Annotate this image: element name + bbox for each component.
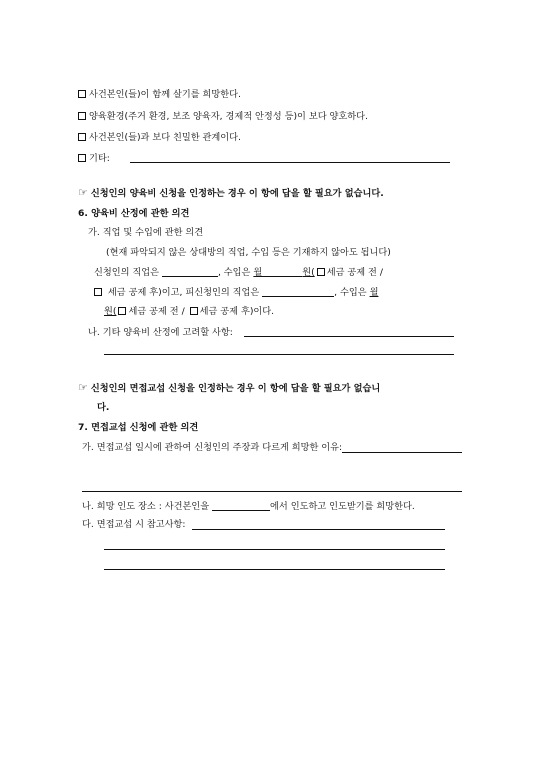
income-line-2 [94,286,378,299]
checkbox-after-tax-2[interactable] [190,307,198,315]
notice-child-support [78,186,384,200]
notice-visitation [78,381,380,395]
checkbox-before-tax-2[interactable] [118,307,126,315]
income-line-3 [104,305,274,318]
checkbox[interactable] [78,90,86,98]
option-label: 사건본인(들)이 함께 살기를 희망한다. [89,89,241,100]
won-label: 원( [302,267,315,278]
pointing-hand-icon: ☞ [78,381,88,394]
option-environment[interactable] [78,110,368,123]
respondent-job-field[interactable] [262,286,334,297]
notice-text: 신청인의 양육비 신청을 인정하는 경우 이 항에 답을 할 필요가 없습니다. [90,188,384,199]
section-7-title: 7. 면접교섭 신청에 관한 의견 [78,422,199,433]
other-reason-field[interactable] [130,162,450,163]
income-label: , 수입은 [217,267,251,278]
applicant-job-field[interactable] [162,266,218,277]
section-6-item-na: 나. 기타 양육비 산정에 고려할 사항: [88,327,233,338]
option-other[interactable] [78,152,110,165]
before-tax-label-2: 세금 공제 전 / [128,306,185,317]
option-closer-relationship[interactable] [78,131,241,144]
option-live-together[interactable] [78,88,241,101]
checkbox[interactable] [78,154,86,162]
visitation-reason-field-2[interactable] [82,491,462,492]
pointing-hand-icon: ☞ [78,186,88,199]
notice-visitation-cont: 다. [97,402,110,413]
won-label-2: 원( [104,306,117,317]
notice-text: 신청인의 면접교섭 신청을 인정하는 경우 이 항에 답을 할 필요가 없습니 [90,383,381,394]
visitation-notes-field[interactable] [192,529,445,530]
checkbox[interactable] [78,133,86,141]
month-label: 월 [253,267,263,278]
section-6-item-ga: 가. 직업 및 수입에 관한 의견 [88,227,204,238]
handover-place-field[interactable] [212,500,270,511]
other-considerations-field-2[interactable] [104,354,454,355]
visitation-notes-field-3[interactable] [104,569,445,570]
handover-label: 나. 희망 인도 장소 : 사건본인을 [82,501,210,512]
income-label-2: , 수입은 [334,287,367,298]
option-label: 기타: [89,153,110,164]
section-7-item-da: 다. 면접교섭 시 참고사항: [82,519,186,530]
other-considerations-field[interactable] [244,336,454,337]
income-line-1 [94,266,383,279]
checkbox-before-tax[interactable] [317,268,325,276]
section-6-title: 6. 양육비 산정에 관한 의견 [78,208,190,219]
after-tax-label: 세금 공제 후)이고, 피신청인의 직업은 [107,287,260,298]
section-7-item-ga: 가. 면접교섭 일시에 관하여 신청인의 주장과 다르게 희망한 이유: [82,442,343,453]
option-label: 사건본인(들)과 보다 친밀한 관계이다. [89,132,241,143]
visitation-notes-field-2[interactable] [104,549,445,550]
before-tax-label: 세금 공제 전 / [326,267,383,278]
checkbox-after-tax[interactable] [94,288,102,296]
section-7-item-na [82,500,415,513]
visitation-reason-field[interactable] [342,452,462,453]
applicant-job-label: 신청인의 직업은 [94,267,160,278]
applicant-income-field[interactable] [262,266,302,277]
option-label: 양육환경(주거 환경, 보조 양육자, 경제적 안정성 등)이 보다 양호하다. [89,111,368,122]
section-6-note: (현재 파악되지 않은 상대방의 직업, 수입 등은 기재하지 않아도 됩니다) [106,247,391,258]
checkbox[interactable] [78,112,86,120]
after-tax-label-2: 세금 공제 후)이다. [199,306,275,317]
handover-label-post: 에서 인도하고 인도받기를 희망한다. [270,501,415,512]
month-label-2: 월 [369,287,379,298]
